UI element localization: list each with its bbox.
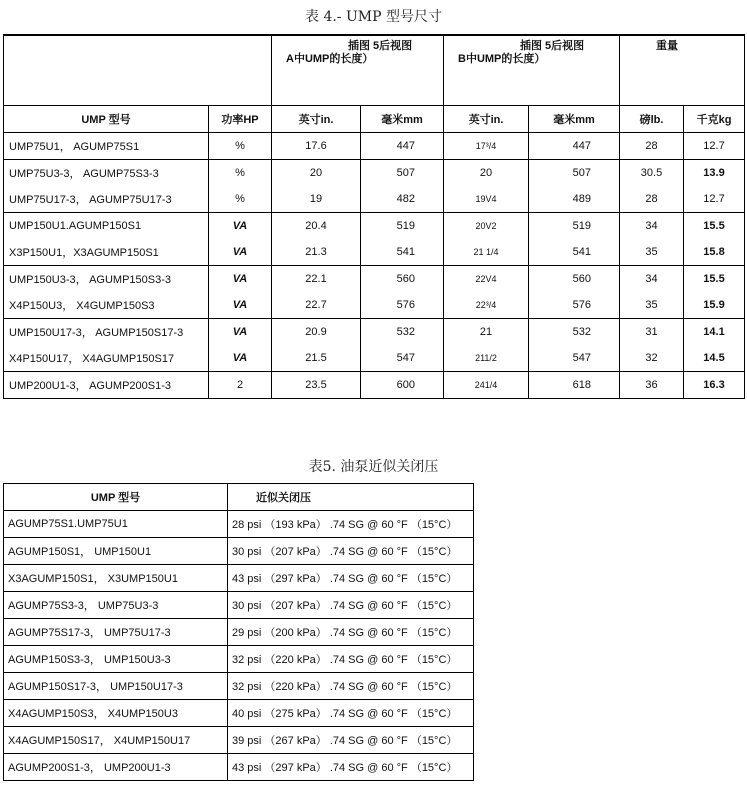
a-mm-cell: 600 xyxy=(361,371,444,398)
a-in-cell: 20.4 xyxy=(272,212,361,239)
table-row xyxy=(4,592,474,619)
b-mm-cell: 618 xyxy=(529,371,620,398)
pressure-cell: 30 psi （207 kPa） .74 SG @ 60 °F （15°C） xyxy=(228,592,474,619)
b-mm-cell: 541 xyxy=(529,239,620,266)
pressure-cell: 39 psi （267 kPa） .74 SG @ 60 °F （15°C） xyxy=(228,727,474,754)
shutoff-pressure-table xyxy=(3,483,474,781)
b-in-cell: 22³/4 xyxy=(444,292,529,319)
hp-cell: % xyxy=(209,159,272,186)
model-cell: UMP150U3-3， AGUMP150S3-3 xyxy=(4,265,209,292)
b-in-cell: 17³/4 xyxy=(444,132,529,159)
b-mm-cell: 489 xyxy=(529,186,620,213)
b-mm-cell: 519 xyxy=(529,212,620,239)
kg-cell: 13.9 xyxy=(684,159,745,186)
header-figure-b xyxy=(444,35,620,105)
model-cell: AGUMP150S17-3， UMP150U17-3 xyxy=(4,673,228,700)
table-row xyxy=(4,565,474,592)
model-cell: X4P150U17， X4AGUMP150S17 xyxy=(4,345,209,372)
pressure-cell: 32 psi （220 kPa） .74 SG @ 60 °F （15°C） xyxy=(228,673,474,700)
b-in-cell: 241/4 xyxy=(444,371,529,398)
table-row xyxy=(4,646,474,673)
header-blank xyxy=(4,35,272,105)
a-mm-cell: 519 xyxy=(361,212,444,239)
kg-cell: 12.7 xyxy=(684,186,745,213)
b-in-cell: 21 1/4 xyxy=(444,239,529,266)
hp-cell: 2 xyxy=(209,371,272,398)
model-cell: X4P150U3， X4GUMP150S3 xyxy=(4,292,209,319)
pressure-cell: 30 psi （207 kPa） .74 SG @ 60 °F （15°C） xyxy=(228,538,474,565)
header-figure-a-line2: A中UMP的长度） xyxy=(286,53,374,65)
pressure-cell: 43 psi （297 kPa） .74 SG @ 60 °F （15°C） xyxy=(228,754,474,781)
model-cell: UMP75U17-3， AGUMP75U17-3 xyxy=(4,186,209,213)
a-mm-cell: 482 xyxy=(361,186,444,213)
hp-cell: % xyxy=(209,132,272,159)
table-row xyxy=(4,727,474,754)
header-weight: 重量 xyxy=(620,35,745,105)
header-model: UMP 型号 xyxy=(4,105,209,132)
pressure-cell: 40 psi （275 kPa） .74 SG @ 60 °F （15°C） xyxy=(228,700,474,727)
pressure-cell: 32 psi （220 kPa） .74 SG @ 60 °F （15°C） xyxy=(228,646,474,673)
header-lb: 磅lb. xyxy=(620,105,684,132)
kg-cell: 12.7 xyxy=(684,132,745,159)
a-in-cell: 22.7 xyxy=(272,292,361,319)
model-cell: X4AGUMP150S17， X4UMP150U17 xyxy=(4,727,228,754)
lb-cell: 30.5 xyxy=(620,159,684,186)
b-mm-cell: 547 xyxy=(529,345,620,372)
kg-cell: 14.5 xyxy=(684,345,745,372)
b-in-cell: 20 xyxy=(444,159,529,186)
b-in-cell: 21 xyxy=(444,318,529,345)
a-in-cell: 21.5 xyxy=(272,345,361,372)
b-in-cell: 22V4 xyxy=(444,265,529,292)
b-mm-cell: 560 xyxy=(529,265,620,292)
a-in-cell: 17.6 xyxy=(272,132,361,159)
a-mm-cell: 576 xyxy=(361,292,444,319)
model-cell: X3P150U1，X3AGUMP150S1 xyxy=(4,239,209,266)
model-cell: UMP75U1， AGUMP75S1 xyxy=(4,132,209,159)
b-mm-cell: 576 xyxy=(529,292,620,319)
lb-cell: 34 xyxy=(620,265,684,292)
table-row xyxy=(4,754,474,781)
header-figure-a xyxy=(272,35,444,105)
a-in-cell: 20 xyxy=(272,159,361,186)
kg-cell: 15.5 xyxy=(684,265,745,292)
header-figure-a-line1: 插图 5后视图 xyxy=(348,40,413,52)
header-figure-b-line1: 插图 5后视图 xyxy=(520,40,585,52)
kg-cell: 14.1 xyxy=(684,318,745,345)
a-mm-cell: 547 xyxy=(361,345,444,372)
model-cell: UMP200U1-3， AGUMP200S1-3 xyxy=(4,371,209,398)
a-in-cell: 19 xyxy=(272,186,361,213)
table-row xyxy=(4,212,745,239)
a-mm-cell: 541 xyxy=(361,239,444,266)
kg-cell: 15.9 xyxy=(684,292,745,319)
hp-cell: VA xyxy=(209,212,272,239)
header-b-mm: 毫米mm xyxy=(529,105,620,132)
lb-cell: 36 xyxy=(620,371,684,398)
b-in-cell: 211/2 xyxy=(444,345,529,372)
lb-cell: 31 xyxy=(620,318,684,345)
b-in-cell: 20V2 xyxy=(444,212,529,239)
table-row xyxy=(4,186,745,213)
table-row xyxy=(4,345,745,372)
b-mm-cell: 447 xyxy=(529,132,620,159)
b-mm-cell: 507 xyxy=(529,159,620,186)
table-row xyxy=(4,318,745,345)
b-in-cell: 19V4 xyxy=(444,186,529,213)
lb-cell: 35 xyxy=(620,292,684,319)
header-model: UMP 型号 xyxy=(4,484,228,511)
b-mm-cell: 532 xyxy=(529,318,620,345)
model-cell: X3AGUMP150S1， X3UMP150U1 xyxy=(4,565,228,592)
a-mm-cell: 507 xyxy=(361,159,444,186)
hp-cell: VA xyxy=(209,318,272,345)
kg-cell: 15.5 xyxy=(684,212,745,239)
header-pressure: 近似关闭压 xyxy=(228,484,474,511)
hp-cell: % xyxy=(209,186,272,213)
pressure-cell: 29 psi （200 kPa） .74 SG @ 60 °F （15°C） xyxy=(228,619,474,646)
table-row xyxy=(4,538,474,565)
table-row xyxy=(4,673,474,700)
header-a-in: 英寸in. xyxy=(272,105,361,132)
table4-caption: 表 4.- UMP 型号尺寸 xyxy=(305,9,442,25)
table-row xyxy=(4,292,745,319)
kg-cell: 15.8 xyxy=(684,239,745,266)
table-row xyxy=(4,619,474,646)
a-in-cell: 23.5 xyxy=(272,371,361,398)
model-cell: AGUMP75S1.UMP75U1 xyxy=(4,511,228,538)
table-row xyxy=(4,371,745,398)
hp-cell: VA xyxy=(209,265,272,292)
kg-cell: 16.3 xyxy=(684,371,745,398)
table-row xyxy=(4,265,745,292)
table-row xyxy=(4,132,745,159)
a-mm-cell: 532 xyxy=(361,318,444,345)
model-cell: AGUMP75S17-3， UMP75U17-3 xyxy=(4,619,228,646)
a-mm-cell: 447 xyxy=(361,132,444,159)
model-cell: AGUMP150S1， UMP150U1 xyxy=(4,538,228,565)
header-b-in: 英寸in. xyxy=(444,105,529,132)
model-cell: UMP150U1.AGUMP150S1 xyxy=(4,212,209,239)
header-figure-b-line2: B中UMP的长度） xyxy=(458,53,546,65)
a-in-cell: 21.3 xyxy=(272,239,361,266)
header-a-mm: 毫米mm xyxy=(361,105,444,132)
lb-cell: 34 xyxy=(620,212,684,239)
table-row xyxy=(4,700,474,727)
lb-cell: 28 xyxy=(620,186,684,213)
model-cell: AGUMP75S3-3， UMP75U3-3 xyxy=(4,592,228,619)
lb-cell: 32 xyxy=(620,345,684,372)
a-mm-cell: 560 xyxy=(361,265,444,292)
model-cell: UMP150U17-3， AGUMP150S17-3 xyxy=(4,318,209,345)
hp-cell: VA xyxy=(209,345,272,372)
hp-cell: VA xyxy=(209,239,272,266)
header-hp: 功率HP xyxy=(209,105,272,132)
hp-cell: VA xyxy=(209,292,272,319)
table5-caption: 表5. 油泵近似关闭压 xyxy=(308,459,439,475)
table-row xyxy=(4,511,474,538)
model-dimensions-table xyxy=(3,34,745,399)
pressure-cell: 28 psi （193 kPa） .74 SG @ 60 °F （15°C） xyxy=(228,511,474,538)
a-in-cell: 22.1 xyxy=(272,265,361,292)
model-cell: X4AGUMP150S3， X4UMP150U3 xyxy=(4,700,228,727)
lb-cell: 35 xyxy=(620,239,684,266)
table-row xyxy=(4,159,745,186)
lb-cell: 28 xyxy=(620,132,684,159)
pressure-cell: 43 psi （297 kPa） .74 SG @ 60 °F （15°C） xyxy=(228,565,474,592)
header-kg: 千克kg xyxy=(684,105,745,132)
model-cell: UMP75U3-3， AGUMP75S3-3 xyxy=(4,159,209,186)
model-cell: AGUMP200S1-3， UMP200U1-3 xyxy=(4,754,228,781)
model-cell: AGUMP150S3-3， UMP150U3-3 xyxy=(4,646,228,673)
a-in-cell: 20.9 xyxy=(272,318,361,345)
table-row xyxy=(4,239,745,266)
